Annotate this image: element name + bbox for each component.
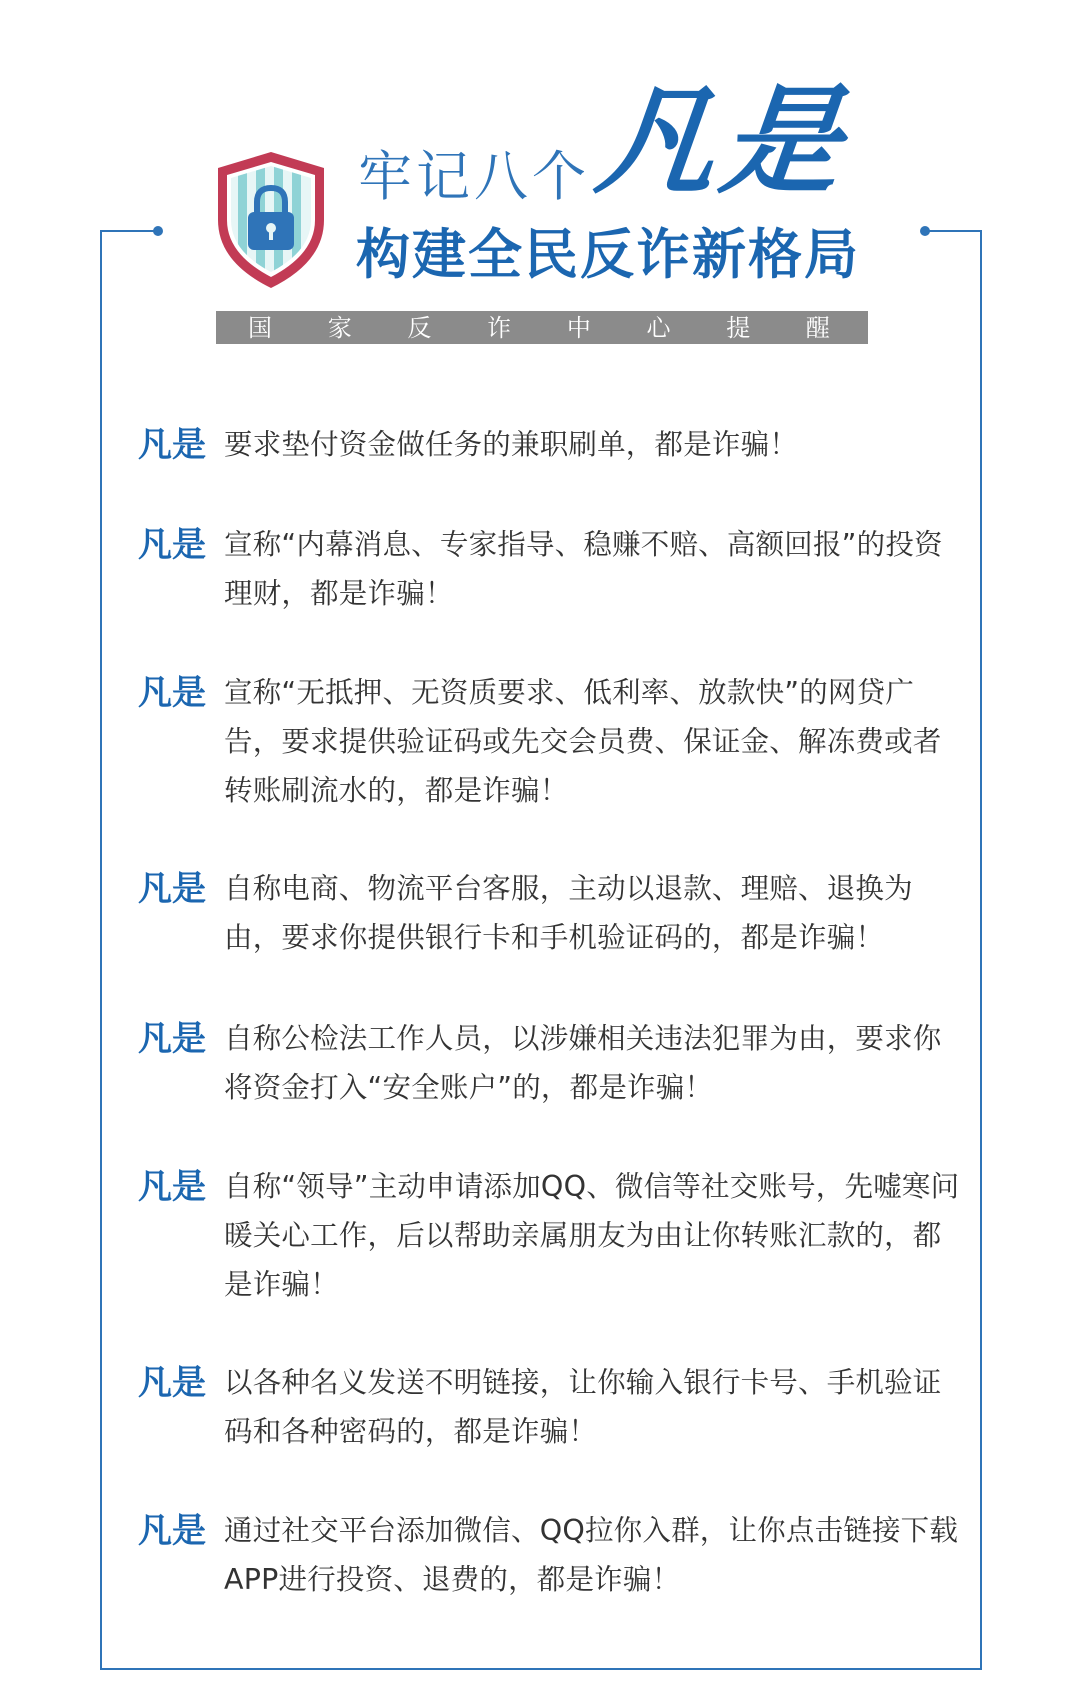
banner-char: 家	[327, 313, 352, 342]
frame-bottom	[100, 1668, 982, 1670]
frame-dot-left	[153, 226, 163, 236]
item-label: 凡是	[138, 1019, 206, 1059]
item-text: 自称“领导”主动申请添加QQ、微信等社交账号，先嘘寒问暖关心工作，后以帮助亲属朋友为由让你转账汇款的，都是诈骗！	[224, 1170, 960, 1301]
banner-char: 中	[566, 313, 591, 342]
title-prefix: 牢记八个	[358, 145, 590, 208]
frame-left	[100, 230, 102, 1670]
item-label: 凡是	[138, 1363, 206, 1403]
item-text: 通过社交平台添加微信、QQ拉你入群，让你点击链接下载APP进行投资、退费的，都是诈骗！	[224, 1514, 959, 1596]
banner-char: 诈	[487, 313, 512, 342]
item-label: 凡是	[138, 673, 206, 713]
item-label: 凡是	[138, 525, 206, 565]
frame-dot-right	[920, 226, 930, 236]
item-text: 宣称“无抵押、无资质要求、低利率、放款快”的网贷广告，要求提供验证码或先交会员费、保证金、解冻费或者转账刷流水的，都是诈骗！	[224, 676, 942, 807]
item-text: 宣称“内幕消息、专家指导、稳赚不赔、高额回报”的投资理财，都是诈骗！	[224, 528, 943, 610]
item-label: 凡是	[138, 425, 206, 465]
item-label: 凡是	[138, 1511, 206, 1551]
subtitle: 构建全民反诈新格局	[356, 223, 860, 286]
banner-char: 提	[726, 313, 751, 342]
item-label: 凡是	[138, 1167, 206, 1207]
banner-char: 心	[646, 313, 671, 342]
item-text: 自称公检法工作人员，以涉嫌相关违法犯罪为由，要求你将资金打入“安全账户”的，都是诈骗！	[224, 1022, 942, 1104]
title-emphasis: 凡是	[590, 71, 854, 210]
item-text: 以各种名义发送不明链接，让你输入银行卡号、手机验证码和各种密码的，都是诈骗！	[224, 1366, 942, 1448]
frame-top-right	[924, 230, 982, 232]
frame-right	[980, 230, 982, 1670]
item-label: 凡是	[138, 869, 206, 909]
frame-top-left	[100, 230, 158, 232]
banner-char: 国	[248, 313, 272, 342]
banner-char: 醒	[805, 313, 830, 342]
banner-char: 反	[407, 313, 432, 342]
item-text: 要求垫付资金做任务的兼职刷单，都是诈骗！	[224, 428, 799, 461]
banner	[216, 311, 868, 344]
shield-lock-icon	[214, 150, 328, 290]
item-text: 自称电商、物流平台客服，主动以退款、理赔、退换为由，要求你提供银行卡和手机验证码的，都是诈骗！	[224, 872, 913, 954]
